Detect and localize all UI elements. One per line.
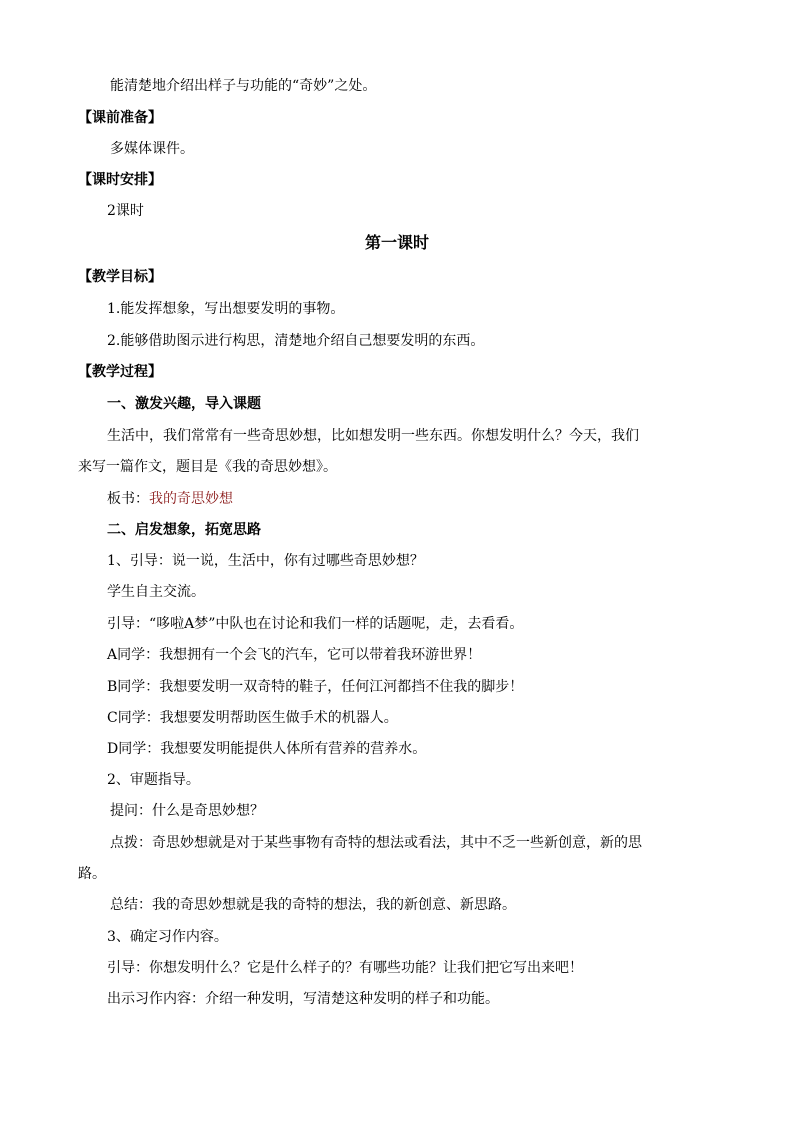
lesson-title: 第一课时 (364, 233, 429, 252)
board-writing-content: 我的奇思妙想 (149, 491, 233, 507)
paragraph-line: 引导：“哆啦A梦”中队也在讨论和我们一样的话题呢，走，去看看。 (107, 616, 524, 632)
paragraph-line: 生活中，我们常常有一些奇思妙想，比如想发明一些东西。你想发明什么？今天，我们 (107, 428, 639, 444)
paragraph-line: 3、确定习作内容。 (107, 929, 228, 945)
intro-objective-line: 能清楚地介绍出样子与功能的“奇妙”之处。 (110, 78, 377, 94)
paragraph-line: 点拨：奇思妙想就是对于某些事物有奇特的想法或看法，其中不乏一些新创意，新的思 (110, 835, 642, 851)
board-writing-label: 板书： (107, 491, 149, 507)
objective-item-1: 1.能发挥想象，写出想要发明的事物。 (107, 301, 345, 317)
section-heading-schedule: 【课时安排】 (78, 172, 162, 188)
paragraph-line: 引导：你想发明什么？它是什么样子的？有哪些功能？让我们把它写出来吧！ (107, 960, 583, 976)
paragraph-line: 出示习作内容：介绍一种发明，写清楚这种发明的样子和功能。 (107, 991, 499, 1007)
student-b-line: B同学：我想要发明一双奇特的鞋子，任何江河都挡不住我的脚步！ (107, 679, 524, 695)
section-heading-process: 【教学过程】 (78, 364, 162, 380)
board-writing-line (107, 489, 233, 509)
step-heading-1: 一、激发兴趣，导入课题 (107, 396, 261, 412)
section-heading-objectives: 【教学目标】 (78, 269, 162, 285)
student-d-line: D同学：我想要发明能提供人体所有营养的营养水。 (107, 741, 427, 757)
objective-item-2: 2.能够借助图示进行构思，清楚地介绍自己想要发明的东西。 (107, 333, 485, 349)
student-c-line: C同学：我想要发明帮助医生做手术的机器人。 (107, 710, 398, 726)
preparation-text: 多媒体课件。 (110, 141, 194, 157)
section-heading-preparation: 【课前准备】 (78, 110, 162, 126)
student-a-line: A同学：我想拥有一个会飞的汽车，它可以带着我环游世界！ (107, 647, 482, 663)
paragraph-line: 来写一篇作文，题目是《我的奇思妙想》。 (78, 459, 337, 475)
paragraph-line: 学生自主交流。 (107, 584, 205, 600)
paragraph-line: 提问：什么是奇思妙想？ (110, 803, 264, 819)
paragraph-line: 总结：我的奇思妙想就是我的奇特的想法，我的新创意、新思路。 (110, 897, 516, 913)
step-heading-2: 二、启发想象，拓宽思路 (107, 522, 261, 538)
paragraph-line: 路。 (78, 866, 106, 882)
paragraph-line: 1、引导：说一说，生活中，你有过哪些奇思妙想？ (107, 553, 424, 569)
schedule-text: 2课时 (107, 203, 144, 219)
paragraph-line: 2、审题指导。 (107, 772, 200, 788)
